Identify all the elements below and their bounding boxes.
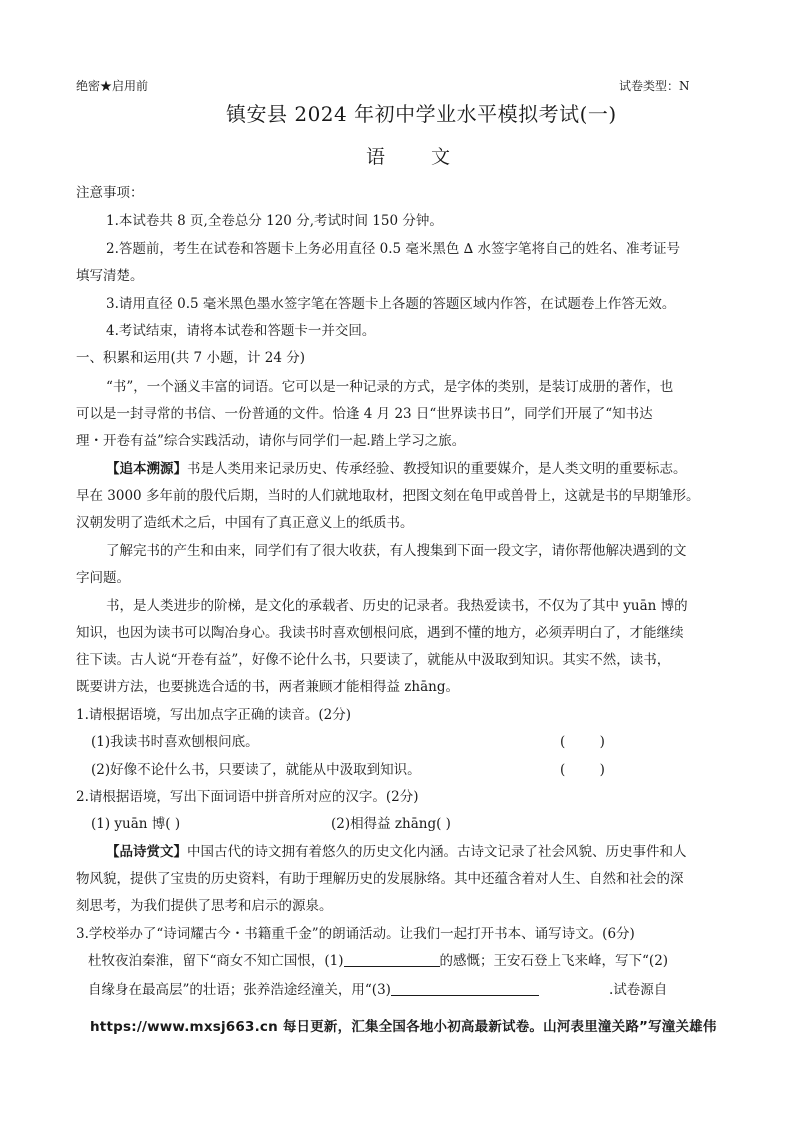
- notice-heading: 注意事项：: [76, 185, 144, 201]
- passage-line: 既要讲方法，也要挑选合适的书，两者兼顾才能相得益 zhāng。: [76, 679, 459, 695]
- section-heading: 一、积累和运用(共 7 小题，计 24 分): [76, 350, 305, 366]
- poetry-label: 【品诗赏文】: [106, 844, 187, 860]
- question-3-line: [88, 951, 668, 971]
- footer-banner: https://www.mxsj663.cn 每日更新，汇集全国各地小初高最新试卷。山河表里潼关路”写潼关雄伟: [90, 1019, 717, 1035]
- passage-line: 往下读。古人说“开卷有益”，好像不论什么书，只要读了，就能从中汲取到知识。其实不然，读书，: [76, 652, 671, 668]
- question-3-text: 的感慨；王安石登上飞来峰，写下“(2): [439, 953, 669, 969]
- paper-type: 试卷类型：N: [619, 79, 690, 93]
- origin-line: 早在 3000 多年前的殷代后期，当时的人们就地取材，把图文刻在龟甲或兽骨上，这就是书的早期雏形。: [76, 488, 700, 504]
- question-3-text: 杜牧夜泊秦淮，留下“商女不知亡国恨，(1): [88, 953, 344, 969]
- question-1-stem: 1.请根据语境，写出加点字正确的读音。(2分): [76, 707, 352, 723]
- origin-line: 汉朝发明了造纸术之后，中国有了真正意义上的纸质书。: [76, 515, 414, 531]
- intro-line: 理・开卷有益”综合实践活动，请你与同学们一起.踏上学习之旅。: [76, 433, 466, 449]
- confidential-mark: 绝密★启用前: [76, 79, 149, 93]
- transition-line: 字问题。: [76, 570, 130, 586]
- transition-line: 了解完书的产生和由来，同学们有了很大收获，有人搜集到下面一段文字，请你帮他解决遇到的文: [106, 543, 687, 559]
- question-2-item: (1) yuān 博( ): [91, 816, 181, 832]
- question-2-stem: 2.请根据语境，写出下面词语中拼音所对应的汉字。(2分): [76, 789, 419, 805]
- passage-line: 书，是人类进步的阶梯，是文化的承载者、历史的记录者。我热爱读书，不仅为了其中 yuān 博的: [106, 598, 688, 614]
- answer-blank-1[interactable]: [344, 952, 440, 967]
- question-3-text: .试卷源自: [608, 982, 668, 998]
- passage-line: 知识，也因为读书可以陶冶身心。我读书时喜欢刨根问底，遇到不懂的地方，必须弄明白了，才能继续: [76, 625, 684, 641]
- question-2-item: (2)相得益 zhāng( ): [331, 816, 451, 832]
- poetry-line: 物风貌，提供了宝贵的历史资料，有助于理解历史的发展脉络。其中还蕴含着对人生、自然和社会的深: [76, 871, 684, 887]
- notice-item: 4.考试结束，请将本试卷和答题卡一并交回。: [106, 323, 376, 339]
- question-1-item: (2)好像不论什么书，只要读了，就能从中汲取到知识。: [91, 762, 421, 778]
- poetry-paragraph: [106, 842, 687, 862]
- notice-item: 3.请用直径 0.5 毫米黑色墨水签字笔在答题卡上各题的答题区域内作答，在试题卷上作答无效。: [106, 296, 676, 312]
- subject-title: 语 文: [366, 146, 471, 168]
- origin-line: 书是人类用来记录历史、传承经验、教授知识的重要媒介，是人类文明的重要标志。: [187, 461, 687, 477]
- intro-line: “书”，一个涵义丰富的词语。它可以是一种记录的方式，是字体的类别，是装订成册的著作，也: [106, 379, 674, 395]
- question-3-stem: 3.学校举办了“诗词耀古今・书籍重千金”的朗诵活动。让我们一起打开书本、诵写诗文。(6分): [76, 926, 635, 942]
- notice-item: 1.本试卷共 8 页,全卷总分 120 分,考试时间 150 分钟。: [106, 213, 443, 229]
- answer-paren[interactable]: ( ): [560, 762, 605, 778]
- exam-title: 镇安县 2024 年初中学业水平模拟考试(一): [226, 102, 617, 126]
- origin-label: 【追本溯源】: [106, 461, 187, 477]
- question-3-text: 自缘身在最高层”的壮语；张养浩途经潼关，用“(3): [88, 982, 391, 998]
- answer-blank-3[interactable]: [391, 981, 539, 996]
- question-3-line: [88, 980, 667, 1000]
- question-1-item: (1)我读书时喜欢刨根问底。: [91, 734, 259, 750]
- notice-item: 2.答题前，考生在试卷和答题卡上务必用直径 0.5 毫米黑色 ∆ 水签字笔将自己的姓名、准考证号: [106, 241, 680, 257]
- notice-item-continued: 填写清楚。: [76, 268, 144, 284]
- answer-paren[interactable]: ( ): [560, 734, 605, 750]
- poetry-line: 中国古代的诗文拥有着悠久的历史文化内涵。古诗文记录了社会风貌、历史事件和人: [187, 844, 687, 860]
- intro-line: 可以是一封寻常的书信、一份普通的文件。恰逢 4 月 23 日“世界读书日”，同学们开展了“知书达: [76, 406, 653, 422]
- origin-paragraph: [106, 459, 687, 479]
- poetry-line: 刻思考，为我们提供了思考和启示的源泉。: [76, 898, 333, 914]
